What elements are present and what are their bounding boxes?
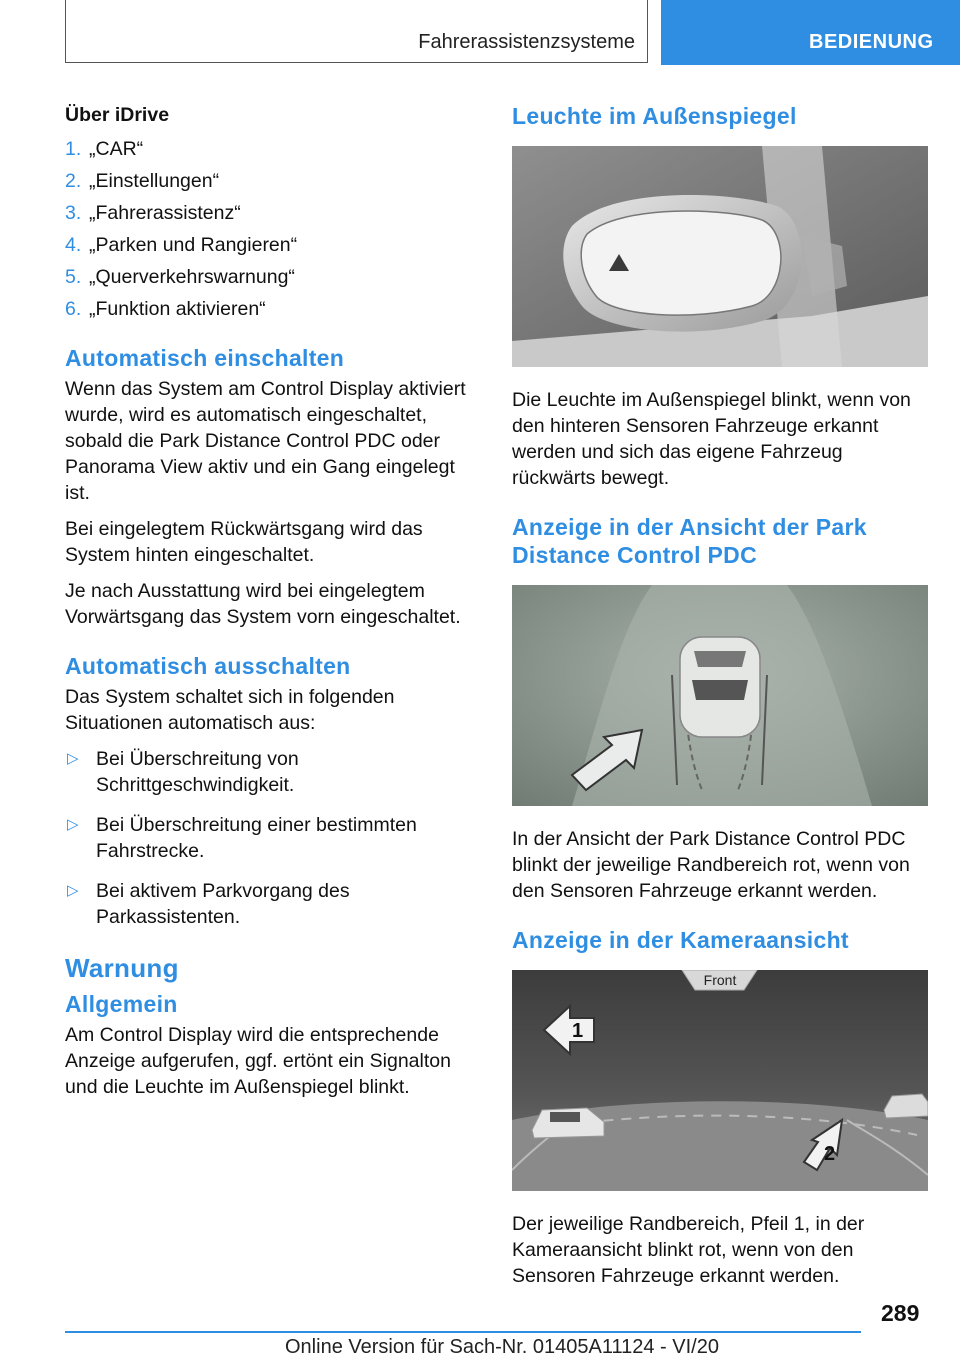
- step-number: 4.: [65, 234, 82, 256]
- pdc-view-caption: In der Ansicht der Park Distance Control PDC blinkt der jeweilige Randbereich rot, wenn von den Sensoren Fahrzeuge erkannt werden.: [512, 828, 910, 902]
- heading-general: Allgemein: [65, 991, 178, 1017]
- steps-title: Über iDrive: [65, 104, 170, 126]
- vehicle-left-icon: [532, 1108, 604, 1138]
- camera-view-caption: Der jeweilige Randbereich, Pfeil 1, in der Kameraansicht blinkt rot, wenn von den Sensoren Fahrzeuge erkannt werden.: [512, 1213, 865, 1287]
- step-item: [65, 136, 480, 162]
- step-item: [65, 232, 480, 258]
- camera-view-image: [512, 970, 928, 1191]
- triangle-bullet-icon: ▷: [67, 882, 79, 899]
- warning-paragraph: Am Control Display wird die entsprechende Anzeige aufgerufen, ggf. ertönt ein Signalton und die Leuchte im Außenspiegel blinkt.: [65, 1024, 451, 1098]
- step-item: [65, 296, 480, 322]
- heading-auto-on: Automatisch einschalten: [65, 345, 345, 371]
- heading-auto-off: Automatisch ausschalten: [65, 653, 351, 679]
- step-number: 2.: [65, 170, 82, 192]
- auto-off-list: [65, 746, 480, 930]
- step-text: „Parken und Rangieren“: [89, 234, 298, 256]
- list-item: [65, 746, 480, 798]
- step-text: „Fahrerassistenz“: [89, 202, 241, 224]
- auto-off-intro: Das System schaltet sich in folgenden Situationen automatisch aus:: [65, 686, 395, 734]
- list-item-text: Bei Überschreitung einer bestimmten Fahrstrecke.: [96, 814, 417, 862]
- section-title: Fahrerassistenzsysteme: [418, 31, 635, 53]
- auto-on-paragraph-2: Bei eingelegtem Rückwärtsgang wird das System hinten eingeschaltet.: [65, 518, 423, 566]
- heading-mirror-light: Leuchte im Außenspiegel: [512, 103, 797, 129]
- list-item: [65, 812, 480, 864]
- step-item: [65, 264, 480, 290]
- chapter-tab-label: BEDIENUNG: [809, 31, 934, 53]
- idrive-steps: [65, 136, 480, 322]
- section-header-box: [65, 0, 648, 63]
- mirror-light-caption: Die Leuchte im Außenspiegel blinkt, wenn von den hinteren Sensoren Fahrzeuge erkannt werden und sich das eigene Fahrzeug rückwärts bewegt.: [512, 389, 911, 489]
- triangle-bullet-icon: ▷: [67, 816, 79, 833]
- step-text: „Querverkehrswarnung“: [89, 266, 295, 288]
- mirror-light-image: [512, 146, 928, 367]
- front-label: Front: [703, 972, 737, 988]
- list-item-text: Bei Überschreitung von Schrittgeschwindigkeit.: [96, 748, 299, 796]
- step-text: „Einstellungen“: [89, 170, 220, 192]
- step-item: [65, 168, 480, 194]
- step-text: „Funktion aktivieren“: [89, 298, 266, 320]
- auto-on-paragraph-3: Je nach Ausstattung wird bei eingelegtem Vorwärtsgang das System vorn eingeschaltet.: [65, 580, 461, 628]
- triangle-bullet-icon: ▷: [67, 750, 79, 767]
- arrow-2-label: 2: [824, 1143, 836, 1165]
- page-header: [0, 0, 960, 66]
- footer-divider: [65, 1331, 861, 1333]
- online-version-note: Online Version für Sach-Nr. 01405A11124 - VI/20: [285, 1336, 719, 1358]
- arrow-1-label: 1: [572, 1020, 584, 1042]
- chapter-tab: [661, 0, 960, 65]
- vehicle-right-icon: [884, 1094, 928, 1118]
- car-top-icon: [680, 637, 760, 737]
- pdc-view-image: [512, 585, 928, 806]
- list-item: [65, 878, 480, 930]
- step-text: „CAR“: [89, 138, 144, 160]
- step-number: 5.: [65, 266, 82, 288]
- step-item: [65, 200, 480, 226]
- step-number: 6.: [65, 298, 82, 320]
- heading-camera-view: Anzeige in der Kameraansicht: [512, 927, 849, 953]
- left-column: [65, 96, 480, 1110]
- heading-pdc-view: Anzeige in der Ansicht der Park Distance Control PDC: [512, 514, 867, 568]
- list-item-text: Bei aktivem Parkvorgang des Parkassistenten.: [96, 880, 350, 928]
- right-column: [512, 96, 928, 1299]
- page-number: 289: [881, 1300, 920, 1326]
- step-number: 1.: [65, 138, 82, 160]
- auto-on-paragraph-1: Wenn das System am Control Display aktiviert wurde, wird es automatisch eingeschaltet, sobald die Park Distance Control PDC oder Panorama View aktiv und ein Gang eingelegt ist.: [65, 378, 466, 504]
- heading-warning: Warnung: [65, 953, 179, 983]
- step-number: 3.: [65, 202, 82, 224]
